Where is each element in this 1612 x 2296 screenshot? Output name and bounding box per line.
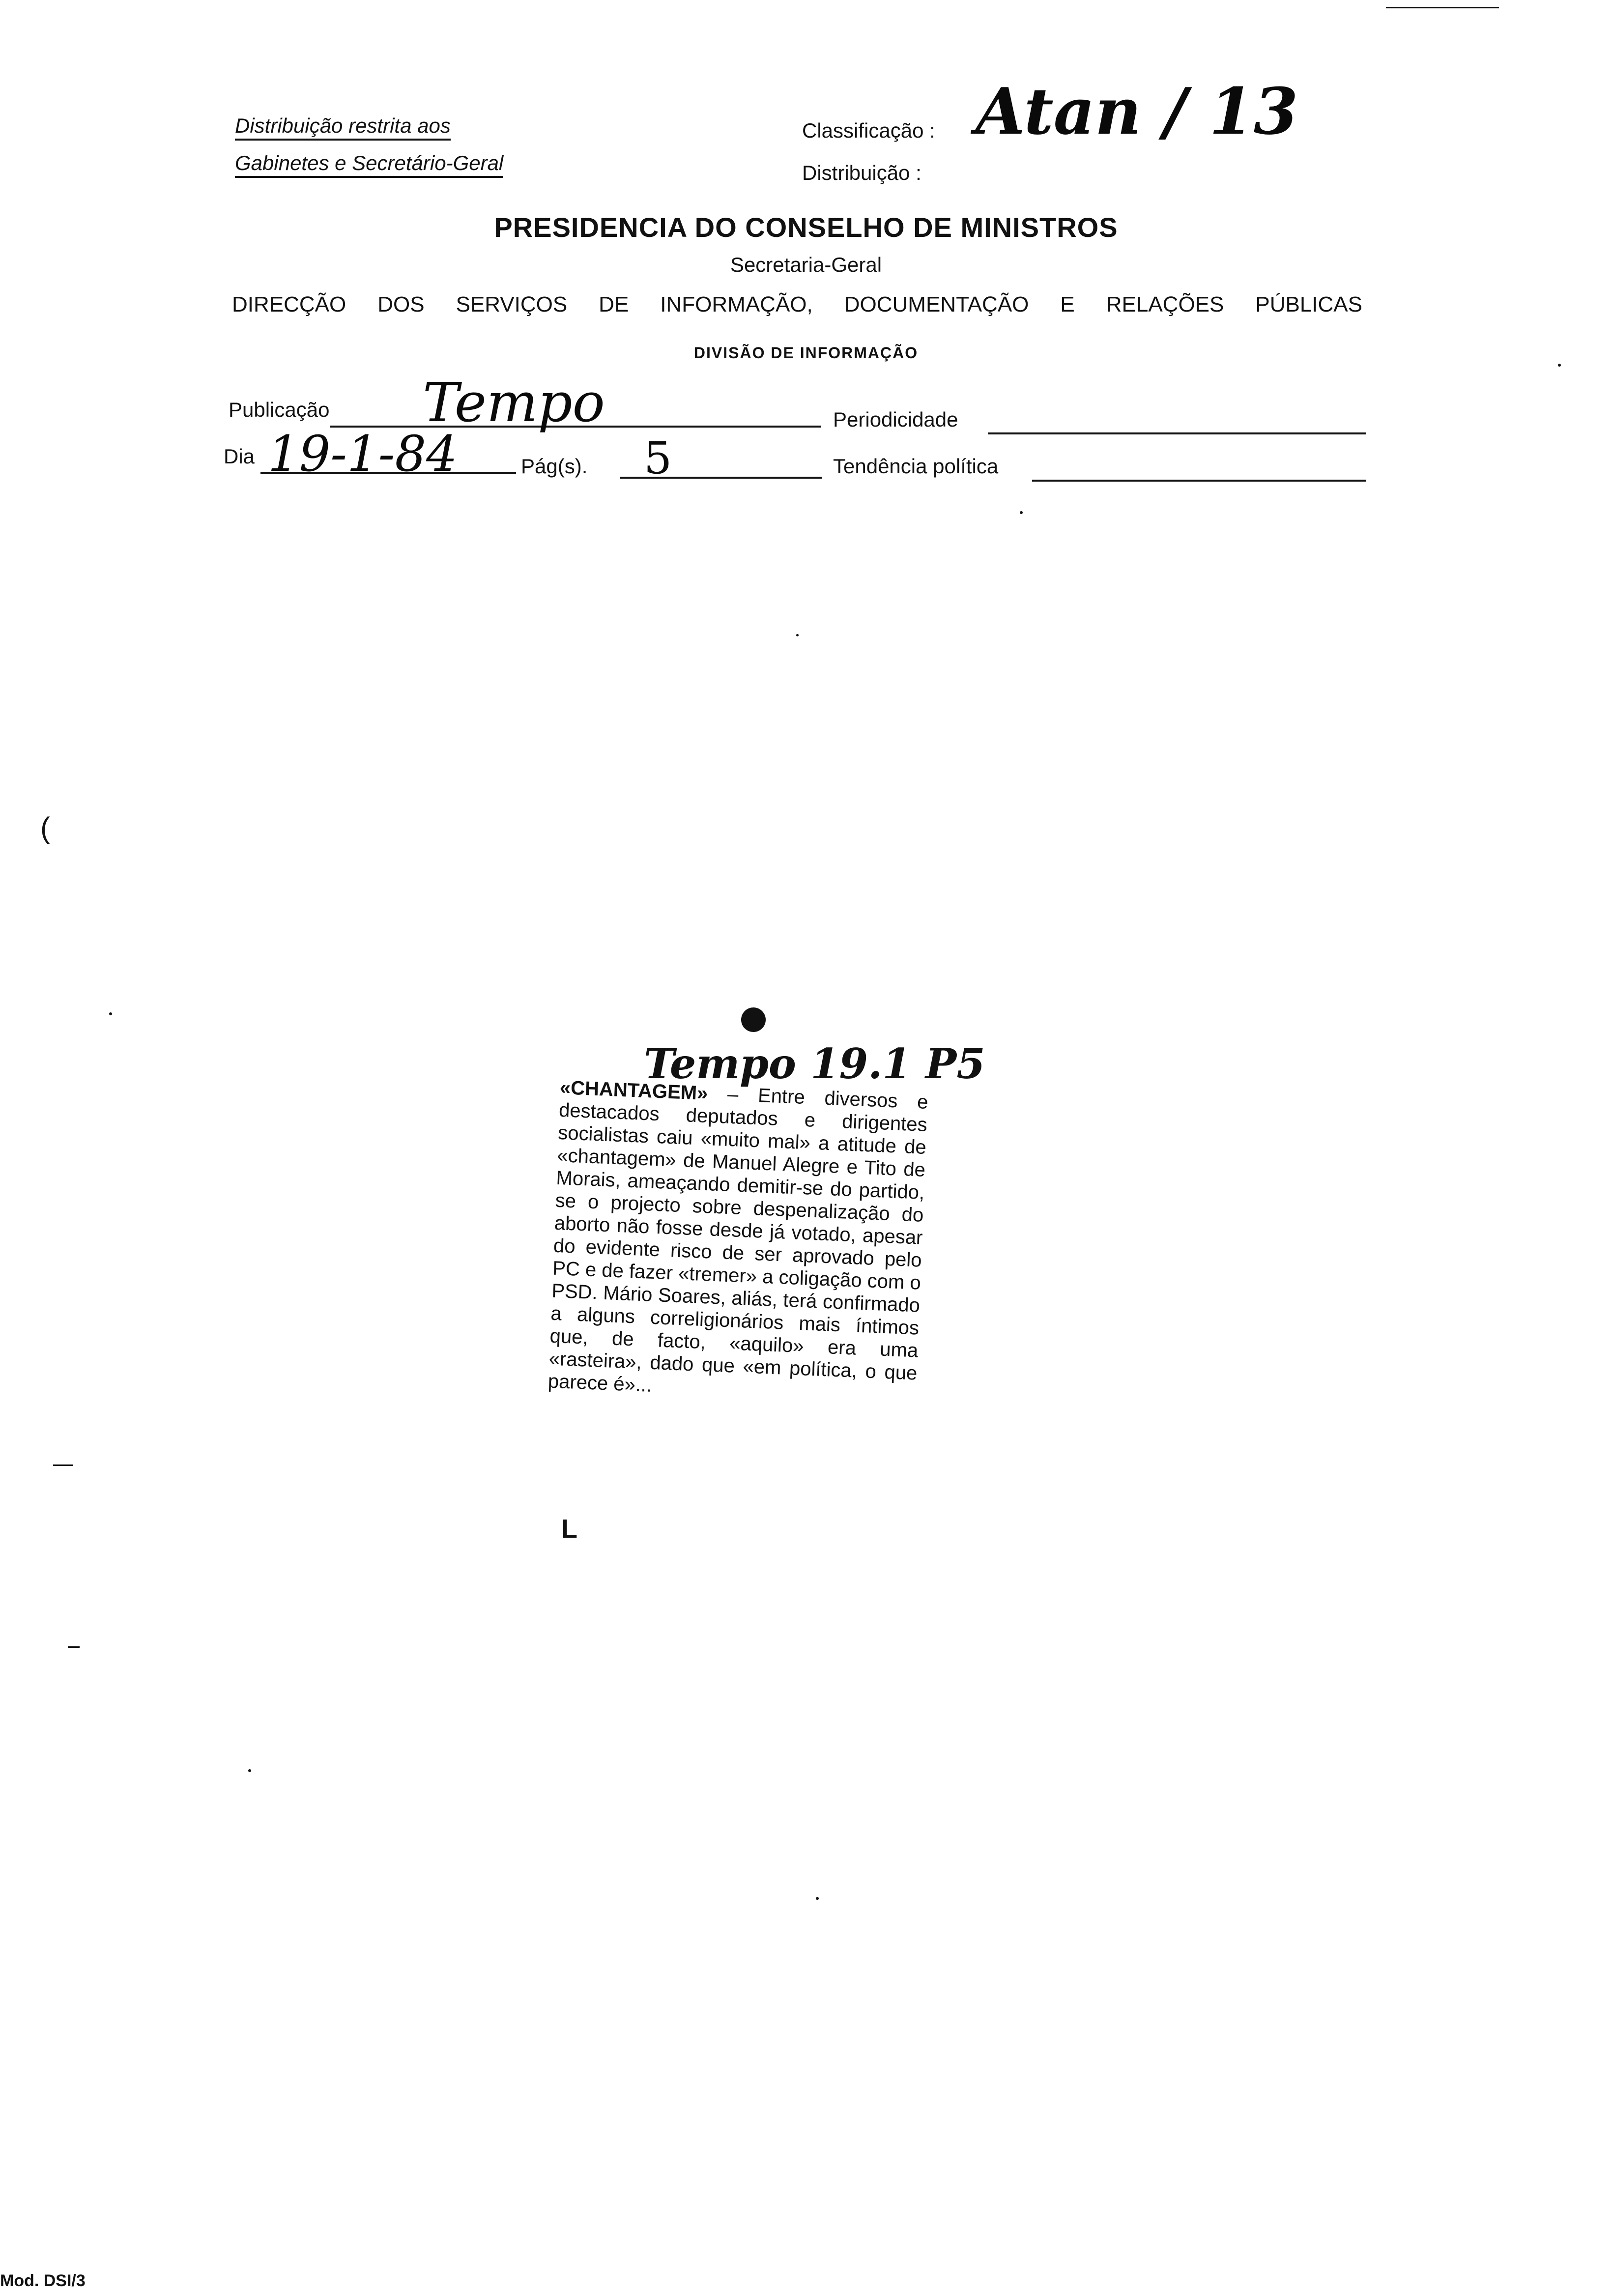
clipping-article [547,1076,928,1407]
clipping-handwritten-header: Tempo 19.1 P5 [644,1039,985,1088]
pags-label: Pág(s). [521,455,588,478]
page-title: PRESIDENCIA DO CONSELHO DE MINISTROS [494,212,1118,243]
classificacao-label: Classificação : [802,119,935,142]
scan-speck [796,634,799,636]
clipping-body: – Entre diversos e destacados deputados e dirigentes socialistas caiu «muito mal» a atitude de «chantagem» de Manuel Alegre e Tito de Morais, ameaçando demitir-se do partido, se o projecto sobre despenalização do aborto não fosse desde já votado, apesar do evidente risco de ser aprovado pelo PC e de fazer «tremer» a coligação com o PSD. Mário Soares, aliás, terá confirmado a alguns correligionários mais íntimos que, de facto, «aquilo» era uma «rasteira», dado que «em política, o que parece é»... [547,1083,929,1396]
directorate-heading: DIRECÇÃO DOS SERVIÇOS DE INFORMAÇÃO, DOCUMENTAÇÃO E RELAÇÕES PÚBLICAS [232,292,1362,316]
scan-mark-paren: ( [40,811,50,844]
scan-speck [1020,511,1023,514]
clipping-ink-blot [741,1007,766,1032]
periodicidade-label: Periodicidade [833,408,958,431]
dia-value: 19-1-84 [268,425,458,483]
restricted-distribution-line1: Distribuição restrita aos [235,114,451,141]
dia-label: Dia [224,445,255,468]
division-heading: DIVISÃO DE INFORMAÇÃO [693,344,919,362]
pags-value: 5 [644,432,672,484]
classificacao-value: Atan / 13 [976,74,1298,149]
scan-mark [68,1646,80,1648]
clipping-headline: «CHANTAGEM» [559,1076,709,1105]
clipping-corner-mark: L [561,1514,577,1544]
scan-speck [248,1769,251,1772]
publicacao-label: Publicação [229,398,330,421]
tendencia-label: Tendência política [833,455,999,478]
form-model-code: Mod. DSI/3 [0,2271,86,2290]
distribuicao-label: Distribuição : [802,161,921,184]
scan-speck [1558,364,1561,367]
page-subtitle: Secretaria-Geral [730,253,882,276]
periodicidade-line [988,432,1366,434]
tendencia-line [1032,480,1366,482]
publicacao-value: Tempo [423,371,605,434]
scan-speck [816,1897,819,1900]
top-rule [1386,7,1499,8]
scan-mark [53,1464,73,1466]
scan-speck [109,1012,112,1015]
restricted-distribution-line2: Gabinetes e Secretário-Geral [235,151,503,178]
newspaper-clipping [547,998,985,1548]
